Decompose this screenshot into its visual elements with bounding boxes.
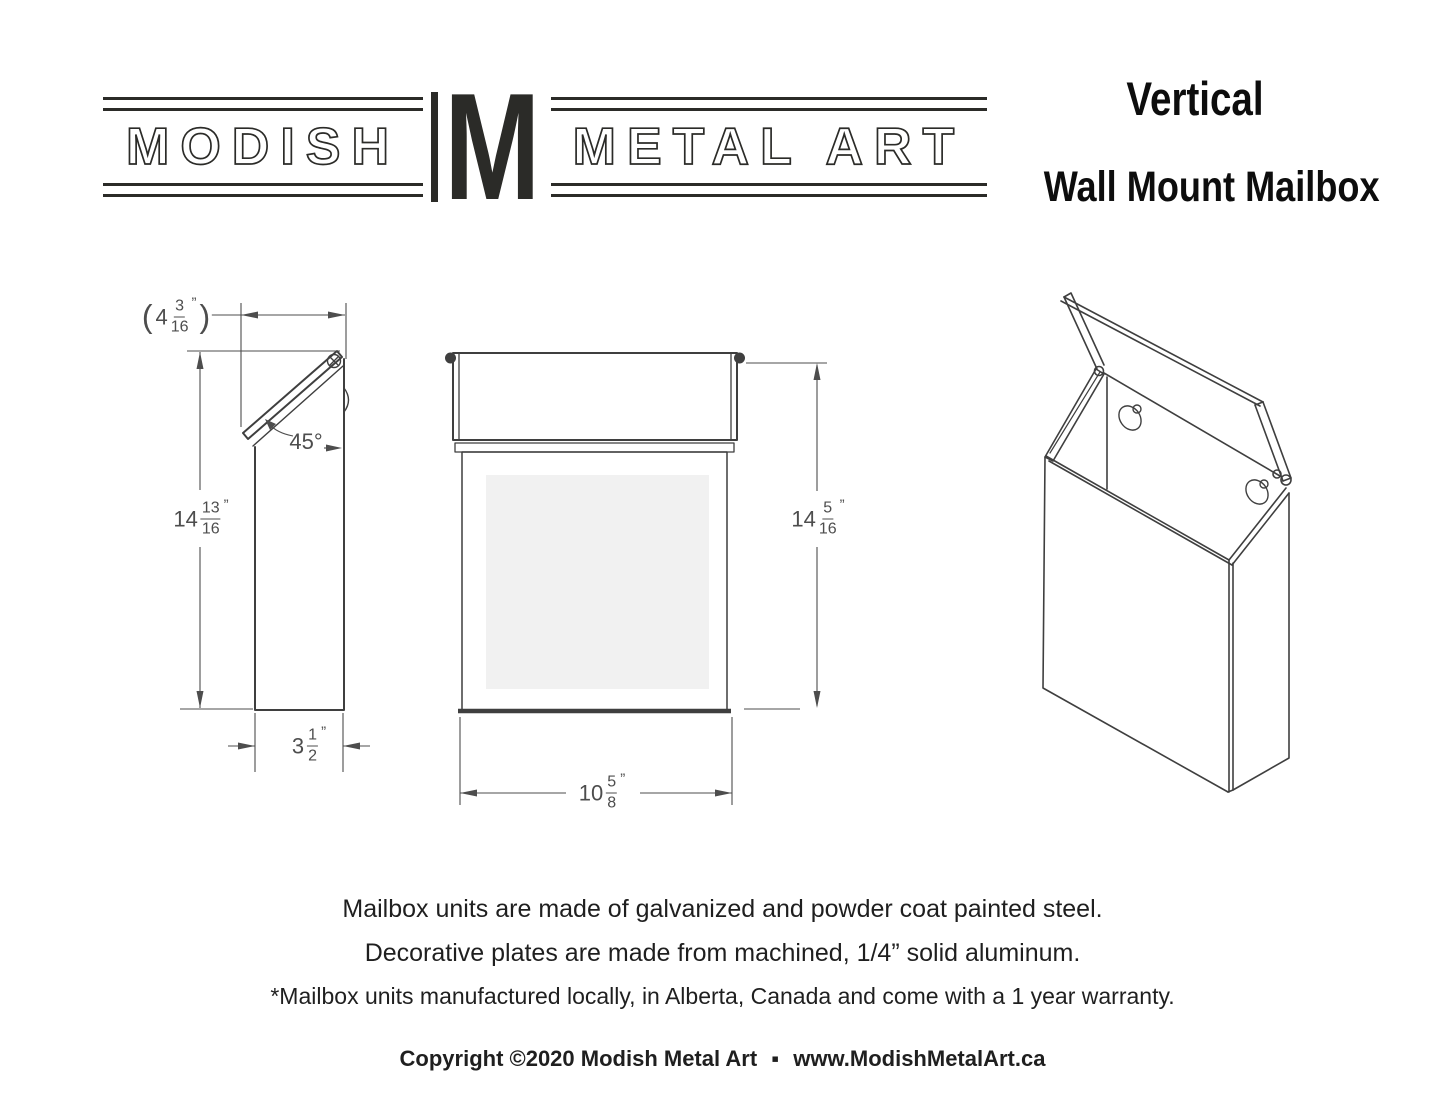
isometric-view-drawing [1043,293,1291,792]
iso-side-cut [1229,488,1289,565]
keyhole-slot [1114,402,1145,435]
dim-side-depth: 3 $\frac{1}{2}$ ” [291,723,327,765]
dim-front-height: 14 $\frac{5}{16}$ ” [791,496,845,538]
copyright-text: Copyright ©2020 Modish Metal Art [399,1046,758,1071]
note-line-2: Decorative plates are made from machined, 1/4” solid aluminum. [364,939,1081,967]
front-view-drawing [445,353,745,712]
dim-side-height: 14 $\frac{13}{16}$ ” [173,496,229,538]
front-band [455,443,734,452]
title-line-2: Wall Mount Mailbox [1043,163,1380,211]
side-view-drawing [243,351,349,710]
hinge-pin-icon [445,353,456,364]
note-line-3: *Mailbox units manufactured locally, in Alberta, Canada and come with a 1 year warranty. [270,983,1175,1009]
side-lid [243,351,342,439]
dim-front-width: 10 $\frac{5}{8}$ ” [578,770,626,812]
front-decor-panel [486,475,709,689]
iso-hinge-line [1104,373,1280,476]
footer [0,1046,1445,1072]
hinge-pin-icon [734,353,745,364]
monogram-letter: M [443,62,541,232]
dim-side-top-width: ( 4 $\frac{3}{16}$ ” ) [141,294,211,336]
note-line-1: Mailbox units are made of galvanized and powder coat painted steel. [342,895,1103,923]
title-line-1: Vertical [1126,72,1264,125]
website-url: www.ModishMetalArt.ca [793,1046,1046,1071]
material-notes [0,896,1445,1009]
dim-side-angle: 45° [289,429,323,454]
keyhole-slot [1241,476,1272,509]
iso-left-flap-line [1050,372,1100,453]
front-lid-edge-lines [459,353,731,440]
iso-opening-edge [1046,456,1232,565]
iso-right-face [1228,493,1289,792]
iso-front-corner [1229,560,1233,792]
brand-word-right: METAL ART [572,118,966,176]
brand-word-left: MODISH [126,118,400,176]
side-view-dimensions [180,303,370,772]
footer-separator: ▪ [771,1046,780,1071]
front-lid [453,353,737,440]
